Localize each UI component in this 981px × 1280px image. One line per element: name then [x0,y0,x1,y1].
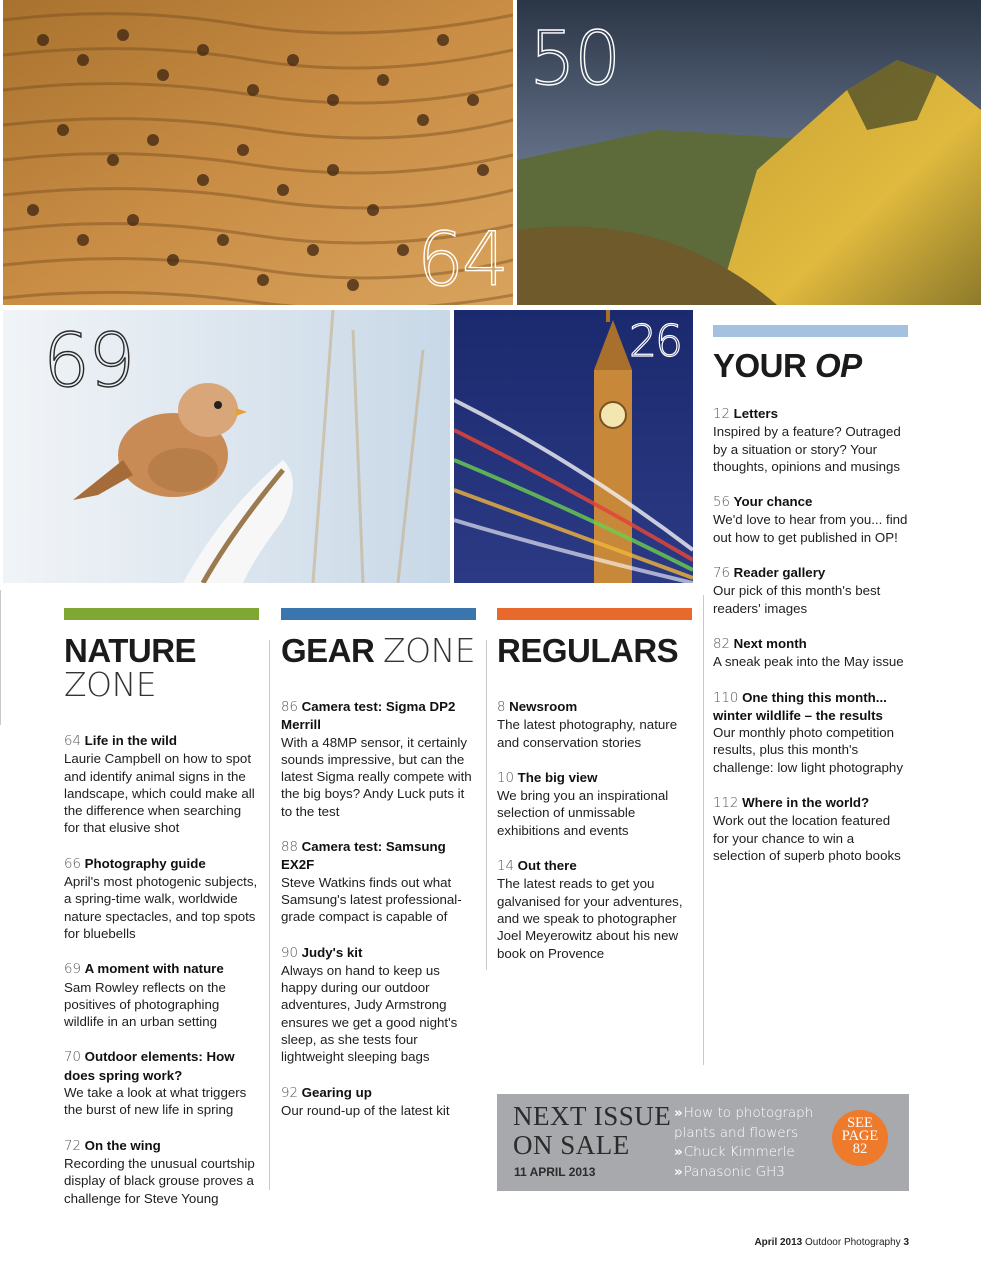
nature-title-bold: NATURE [64,632,197,669]
entry-description: Our round-up of the latest kit [281,1102,450,1118]
entry-page-number: 72 [64,1138,81,1154]
entry-title: A moment with nature [84,961,224,977]
entry-title: Gearing up [301,1084,372,1100]
contents-entry[interactable] [497,698,692,751]
next-issue-date: 11 APRIL 2013 [514,1165,596,1179]
regulars-title-bold: REGULARS [497,632,679,669]
page-number-50: 50 [529,16,620,102]
entry-description: Work out the location featured for your chance to win a selection of superb photo books [713,813,901,863]
next-issue-box [497,1094,909,1191]
footer-month: April 2013 [754,1237,803,1248]
gear-zone-column [281,608,476,1137]
entry-title: Camera test: Sigma DP2 Merrill [281,699,456,733]
entry-description: Always on hand to keep us happy during our outdoor adventures, Judy Armstrong ensures we get a good night's sleep, as she tests four lightweight sleeping bags [281,962,458,1065]
badge-line1: SEE [847,1115,873,1131]
photo-hillside [517,0,981,305]
entry-title: Outdoor elements: How does spring work? [64,1049,235,1083]
contents-entry[interactable] [64,732,259,837]
your-op-title [713,349,908,383]
your-op-title-italic: OP [815,347,862,384]
gear-title-light: ZONE [383,631,476,670]
nature-title-light: ZONE [64,665,157,704]
footer-magazine: Outdoor Photography [805,1237,901,1248]
entry-page-number: 14 [497,859,514,875]
see-page-badge [832,1110,888,1166]
column-divider [703,595,704,1065]
entry-page-number: 8 [497,700,506,715]
entry-page-number: 82 [713,636,730,652]
entry-title: One thing this month... winter wildlife – the results [713,689,887,723]
nature-entry-list [64,732,259,1207]
entry-page-number: 70 [64,1050,81,1066]
nature-zone-bar [64,608,259,620]
next-issue-title-line2: ON SALE [513,1130,630,1160]
contents-entry[interactable] [497,769,692,839]
entry-page-number: 90 [281,945,298,961]
contents-entry[interactable] [713,635,908,671]
entry-title: Reader gallery [733,565,826,581]
entry-page-number: 92 [281,1085,298,1101]
next-issue-item [674,1143,839,1163]
entry-description: April's most photogenic subjects, a spring-time walk, worldwide nature spectacles, and top spots for bluebells [64,874,258,941]
entry-page-number: 76 [713,566,730,582]
nature-zone-column [64,608,259,1225]
next-issue-title [513,1102,671,1160]
page-number-64: 64 [416,217,507,303]
gear-entry-list [281,698,476,1119]
next-issue-title-line1: NEXT ISSUE [513,1101,672,1131]
badge-line3: 82 [852,1141,868,1157]
chevron-right-icon: » [674,1163,681,1180]
your-op-column [713,325,908,882]
entry-page-number: 110 [713,690,739,706]
entry-title: Letters [733,406,778,421]
gear-zone-title [281,631,476,670]
entry-description: Our monthly photo competition results, plus this month's challenge: low light photography [713,725,903,775]
entry-title: Newsroom [509,699,578,714]
entry-description: Laurie Campbell on how to spot and identify animal signs in the landscape, which could make all the difference when searching for that elusive shot [64,751,255,836]
entry-page-number: 86 [281,700,298,715]
next-issue-item-text: Chuck Kimmerle [683,1144,795,1160]
entry-title: Life in the wild [84,733,177,748]
entry-title: Out there [517,858,577,874]
entry-page-number: 69 [64,962,81,978]
photo-sand-tracks [3,0,513,305]
next-issue-item [674,1104,839,1143]
footer-page-number: 3 [903,1237,909,1248]
entry-title: On the wing [84,1137,161,1153]
gear-zone-bar [281,608,476,620]
contents-entry[interactable] [281,944,476,1066]
entry-title: Next month [733,635,807,651]
entry-description: We take a look at what triggers the burst of new life in spring [64,1085,247,1118]
contents-entry[interactable] [64,1137,259,1207]
page-number-69: 69 [43,318,134,404]
entry-description: Inspired by a feature? Outraged by a situation or story? Your thoughts, opinions and musings [713,424,901,474]
entry-title: Where in the world? [742,795,870,811]
entry-page-number: 64 [64,734,81,749]
next-issue-item-text: Panasonic GH3 [683,1163,785,1180]
regulars-title [497,634,692,668]
regulars-entry-list [497,698,692,962]
contents-entry[interactable] [713,794,908,864]
column-divider [269,640,270,1190]
entry-description: We bring you an inspirational selection of unmissable exhibitions and events [497,788,669,838]
your-op-title-bold: YOUR [713,347,807,384]
chevron-right-icon: » [674,1105,681,1121]
your-op-bar [713,325,908,337]
regulars-column [497,608,692,980]
page-number-26: 26 [629,316,681,367]
contents-entry[interactable] [281,838,476,925]
entry-description: The latest reads to get you galvanised for your adventures, and we speak to photographer Joel Meyerowitz about his new book on Provence [497,876,683,961]
contents-entry[interactable] [713,405,908,475]
entry-title: Your chance [733,494,813,510]
entry-title: The big view [517,769,598,785]
photo-bird-reeds [3,310,450,583]
entry-page-number: 66 [64,856,81,872]
entry-page-number: 112 [713,796,739,812]
next-issue-item-text: How to photograph plants and flowers [674,1105,814,1141]
column-divider [486,640,487,970]
contents-entry[interactable] [64,855,259,942]
entry-description: The latest photography, nature and conservation stories [497,717,678,750]
regulars-bar [497,608,692,620]
entry-description: Sam Rowley reflects on the positives of photographing wildlife in an urban setting [64,979,226,1030]
entry-description: Recording the unusual courtship display of black grouse proves a challenge for Steve Young [64,1155,255,1206]
contents-entry[interactable] [64,1048,259,1118]
contents-entry[interactable] [713,564,908,617]
chevron-right-icon: » [674,1144,681,1160]
entry-description: Our pick of this month's best readers' images [713,583,881,616]
contents-entry[interactable] [281,698,476,820]
contents-entry[interactable] [713,493,908,546]
entry-page-number: 12 [713,407,730,422]
contents-entry[interactable] [281,1084,476,1120]
badge-line2: PAGE [841,1128,879,1144]
entry-description: A sneak peak into the May issue [713,654,904,670]
contents-entry[interactable] [64,960,259,1030]
contents-entry[interactable] [497,857,692,962]
entry-title: Judy's kit [301,944,363,960]
your-op-entry-list [713,405,908,864]
entry-page-number: 56 [713,495,730,511]
entry-description: Steve Watkins finds out what Samsung's latest professional-grade compact is capable of [281,874,462,925]
entry-page-number: 88 [281,840,298,856]
gear-title-bold: GEAR [281,632,375,669]
nature-zone-title [64,634,259,702]
contents-entry[interactable] [713,689,908,776]
entry-description: With a 48MP sensor, it certainly sounds impressive, but can the latest Sigma really compete with the big boys? Andy Luck puts it to the test [281,734,472,819]
entry-description: We'd love to hear from you... find out how to get published in OP! [713,512,908,545]
next-issue-list [674,1104,839,1182]
entry-title: Camera test: Samsung EX2F [281,839,446,873]
entry-page-number: 10 [497,770,514,786]
page-footer [754,1237,909,1248]
column-divider [0,590,1,725]
photo-big-ben [454,310,693,583]
next-issue-item [674,1163,839,1183]
entry-title: Photography guide [84,855,206,871]
